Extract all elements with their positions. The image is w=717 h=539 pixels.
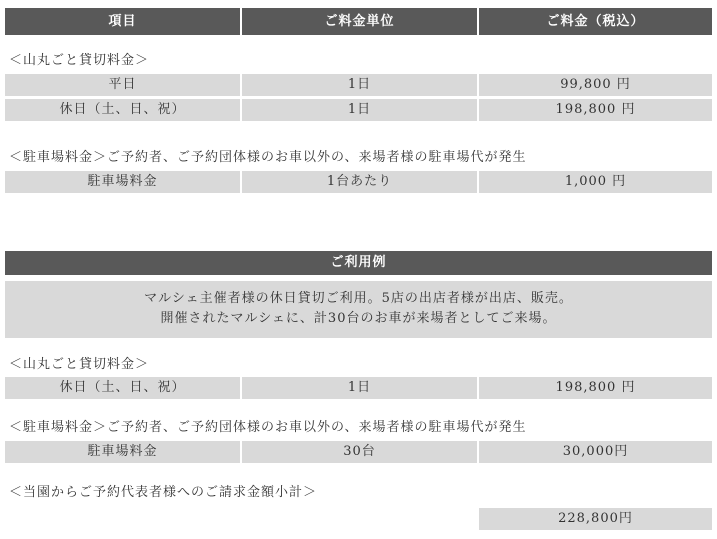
header-unit: ご料金単位 bbox=[242, 8, 477, 35]
total-spacer-2 bbox=[242, 508, 477, 530]
example-note-line1: マルシェ主催者様の休日貸切ご利用。5店の出店者様が出店、販売。 bbox=[144, 291, 573, 306]
row-item: 休日（土、日、祝） bbox=[5, 377, 240, 399]
table-row bbox=[5, 99, 712, 121]
example-label-rental: ＜山丸ごと貸切料金＞ bbox=[9, 357, 150, 372]
table-row bbox=[5, 377, 712, 399]
row-item: 休日（土、日、祝） bbox=[5, 99, 240, 121]
row-price: 198,800 円 bbox=[479, 377, 712, 399]
table-row bbox=[5, 74, 712, 96]
row-unit: 30台 bbox=[242, 441, 477, 463]
example-label-total: ＜当園からご予約代表者様へのご請求金額小計＞ bbox=[9, 485, 318, 500]
table-row bbox=[5, 171, 712, 193]
total-row bbox=[5, 508, 712, 530]
section-label-rental: ＜山丸ごと貸切料金＞ bbox=[9, 53, 150, 68]
row-unit: 1日 bbox=[242, 99, 477, 121]
example-header: ご利用例 bbox=[5, 251, 712, 275]
example-label-parking: ＜駐車場料金＞ご予約者、ご予約団体様のお車以外の、来場者様の駐車場代が発生 bbox=[9, 420, 527, 435]
row-unit: 1台あたり bbox=[242, 171, 477, 193]
header-price: ご料金（税込） bbox=[479, 8, 712, 35]
row-price: 1,000 円 bbox=[479, 171, 712, 193]
row-item: 駐車場料金 bbox=[5, 171, 240, 193]
row-item: 平日 bbox=[5, 74, 240, 96]
price-table-header bbox=[5, 8, 712, 35]
row-unit: 1日 bbox=[242, 377, 477, 399]
example-note-line2: 開催されたマルシェに、計30台のお車が来場者としてご来場。 bbox=[160, 311, 557, 326]
table-row bbox=[5, 441, 712, 463]
row-price: 30,000円 bbox=[479, 441, 712, 463]
example-note bbox=[5, 281, 712, 338]
row-item: 駐車場料金 bbox=[5, 441, 240, 463]
section-label-parking: ＜駐車場料金＞ご予約者、ご予約団体様のお車以外の、来場者様の駐車場代が発生 bbox=[9, 150, 527, 165]
row-unit: 1日 bbox=[242, 74, 477, 96]
total-spacer-1 bbox=[5, 508, 240, 530]
row-price: 198,800 円 bbox=[479, 99, 712, 121]
header-item: 項目 bbox=[5, 8, 240, 35]
total-price: 228,800円 bbox=[479, 508, 712, 530]
row-price: 99,800 円 bbox=[479, 74, 712, 96]
